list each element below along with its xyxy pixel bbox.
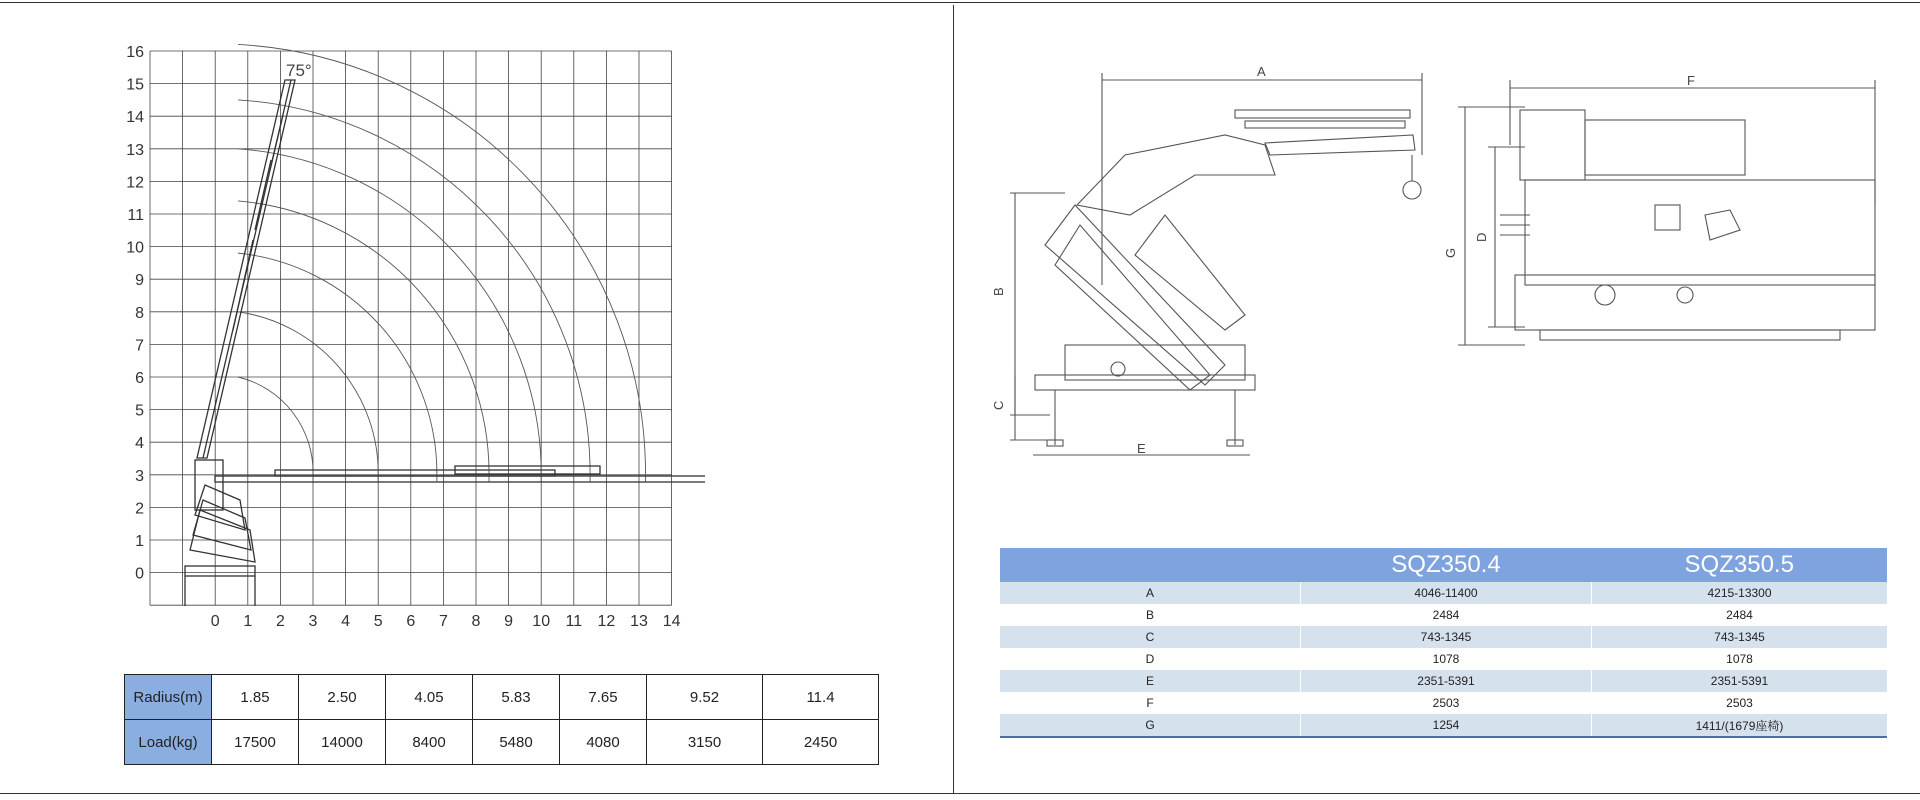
- radius-cell: 11.4: [763, 675, 879, 720]
- table-row: [1000, 714, 1887, 737]
- radius-header: Radius(m): [125, 675, 212, 720]
- load-cell: 2450: [763, 720, 879, 765]
- load-cell: 3150: [647, 720, 763, 765]
- dimension-value: 2484: [1301, 604, 1592, 626]
- dimension-value: 4046-11400: [1301, 582, 1592, 604]
- reach-arc: [238, 377, 313, 475]
- dimension-label: D: [1145, 652, 1155, 666]
- working-range-chart: [105, 30, 705, 650]
- x-tick-label: 8: [471, 613, 481, 631]
- dimensions-table: [1000, 548, 1887, 738]
- label-e: E: [1137, 441, 1146, 456]
- center-divider: [953, 5, 954, 793]
- radius-cell: 4.05: [386, 675, 473, 720]
- empty-header: [1000, 548, 1301, 582]
- y-tick-label: 7: [135, 337, 144, 355]
- y-tick-label: 12: [126, 174, 144, 192]
- bottom-border: [0, 793, 1920, 794]
- reach-arcs: [238, 44, 646, 481]
- reach-arc: [238, 201, 489, 475]
- side-view: [1010, 73, 1422, 455]
- chart-grid: [150, 51, 672, 605]
- reach-arc: [238, 100, 590, 475]
- y-tick-label: 1: [135, 533, 144, 550]
- radius-cell: 9.52: [647, 675, 763, 720]
- y-tick-label: 13: [126, 141, 144, 159]
- dimension-value: 2503: [1301, 692, 1592, 714]
- label-f: F: [1687, 73, 1695, 88]
- dimension-value: 2484: [1592, 604, 1888, 626]
- x-tick-label: 9: [504, 613, 514, 631]
- label-b: B: [991, 287, 1006, 296]
- crane-boom-figure: [185, 80, 705, 606]
- x-tick-label: 6: [406, 613, 416, 631]
- load-cell: 17500: [212, 720, 299, 765]
- x-axis-ticks: [211, 613, 681, 630]
- dimension-value: 2503: [1592, 692, 1888, 714]
- x-tick-label: 5: [373, 613, 383, 631]
- dimension-value: 1411/(1679座椅): [1592, 714, 1888, 737]
- label-c: C: [991, 400, 1006, 410]
- label-g: G: [1443, 247, 1458, 258]
- top-border: [0, 2, 1920, 3]
- table-row: [1000, 626, 1887, 648]
- dimension-value: 743-1345: [1301, 626, 1592, 648]
- table-row: [125, 720, 879, 765]
- table-row: [1000, 648, 1887, 670]
- x-tick-label: 12: [597, 613, 616, 631]
- y-tick-label: 4: [135, 435, 144, 453]
- dimension-label: A: [1000, 582, 1301, 604]
- table-header-row: [1000, 548, 1887, 582]
- dimension-value: 1078: [1301, 648, 1592, 670]
- load-cell: 8400: [386, 720, 473, 765]
- dimension-value: 1254: [1301, 714, 1592, 737]
- dimension-value: 4215-13300: [1592, 582, 1888, 604]
- x-tick-label: 7: [438, 613, 448, 631]
- y-axis-ticks: [126, 44, 144, 583]
- radius-cell: 1.85: [212, 675, 299, 720]
- radius-cell: 7.65: [560, 675, 647, 720]
- load-cell: 14000: [299, 720, 386, 765]
- reach-arc: [238, 312, 378, 475]
- y-tick-label: 11: [127, 207, 144, 224]
- dimension-value: 1078: [1592, 648, 1888, 670]
- x-tick-label: 1: [243, 613, 253, 631]
- horizontal-boom: [215, 476, 705, 482]
- table-row: [125, 675, 879, 720]
- dimension-label: E: [1000, 670, 1301, 692]
- x-tick-label: 3: [308, 613, 318, 631]
- x-tick-label: 2: [275, 613, 285, 631]
- model-header: SQZ350.4: [1301, 548, 1592, 582]
- radius-cell: 5.83: [473, 675, 560, 720]
- y-tick-label: 16: [126, 44, 144, 61]
- label-d: D: [1474, 232, 1489, 242]
- crane-base: [185, 566, 255, 576]
- model-header: SQZ350.5: [1592, 548, 1888, 582]
- x-tick-label: 14: [662, 613, 681, 631]
- boom-angle-label: 75°: [286, 61, 312, 80]
- dimension-label: C: [1000, 626, 1301, 648]
- label-a: A: [1257, 64, 1266, 79]
- x-tick-label: 4: [341, 613, 351, 631]
- x-tick-label: 10: [532, 613, 551, 631]
- dimension-label: G: [1000, 714, 1301, 737]
- top-view: [1458, 80, 1875, 345]
- dimension-label: B: [1145, 608, 1154, 622]
- dimension-value: 743-1345: [1592, 626, 1888, 648]
- table-row: [1000, 670, 1887, 692]
- y-tick-label: 14: [126, 109, 144, 127]
- dimension-value: 2351-5391: [1592, 670, 1888, 692]
- x-tick-label: 13: [630, 613, 648, 631]
- load-header: Load(kg): [125, 720, 212, 765]
- table-row: [1000, 692, 1887, 714]
- y-tick-label: 2: [135, 500, 144, 518]
- load-cell: 4080: [560, 720, 647, 765]
- y-tick-label: 8: [135, 304, 144, 322]
- y-tick-label: 15: [126, 76, 144, 94]
- y-tick-label: 9: [135, 272, 144, 290]
- dimension-value: 2351-5391: [1301, 670, 1592, 692]
- y-tick-label: 3: [135, 467, 144, 485]
- y-tick-label: 6: [135, 370, 144, 387]
- crane-dimension-drawing: [965, 55, 1905, 475]
- x-tick-label: 11: [565, 613, 583, 631]
- y-tick-label: 10: [126, 239, 144, 257]
- y-tick-label: 5: [135, 402, 144, 420]
- table-row: [1000, 582, 1887, 604]
- radius-cell: 2.50: [299, 675, 386, 720]
- reach-arc: [238, 253, 437, 475]
- x-tick-label: 0: [210, 613, 220, 631]
- y-tick-label: 0: [135, 565, 144, 583]
- load-cell: 5480: [473, 720, 560, 765]
- table-row: [1000, 604, 1887, 626]
- dimension-label: F: [1146, 696, 1154, 710]
- load-capacity-table: [124, 674, 879, 765]
